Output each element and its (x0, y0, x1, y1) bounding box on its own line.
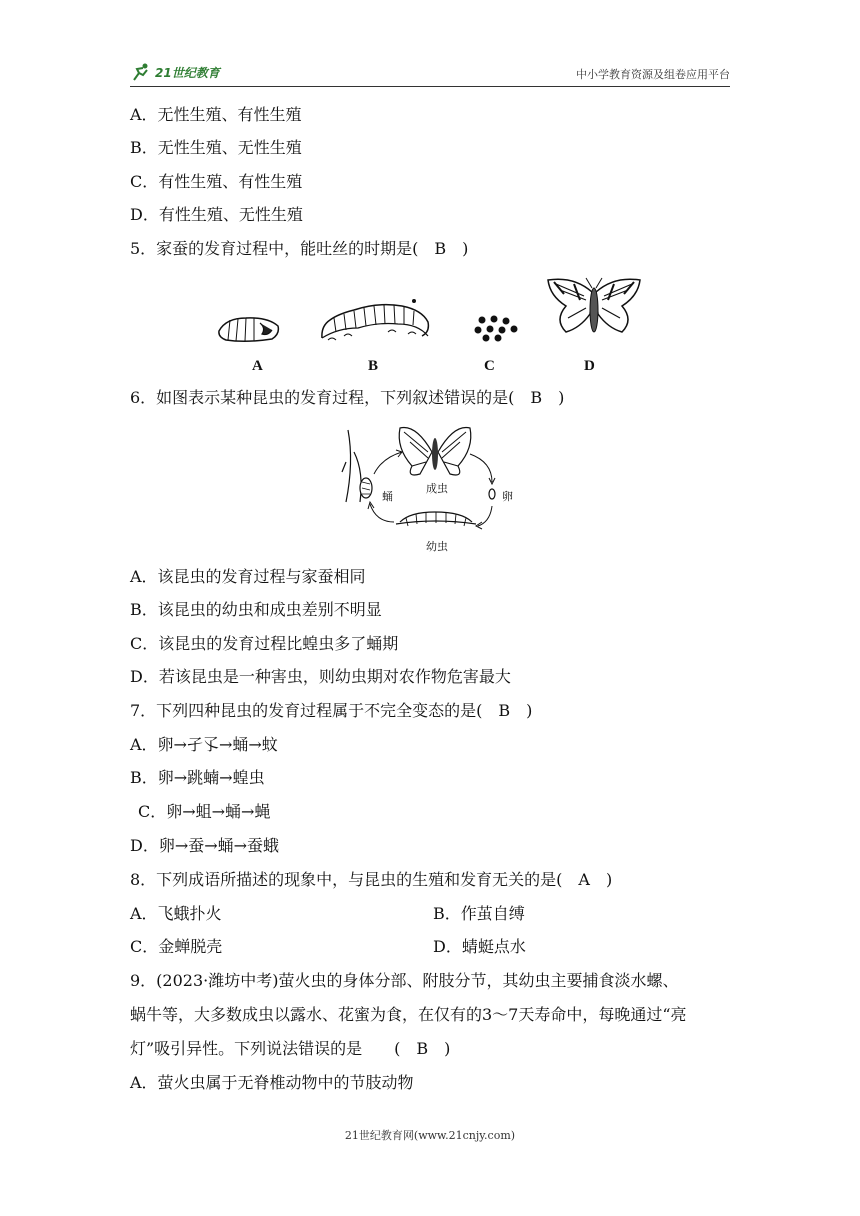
label-adult: 成虫 (426, 482, 448, 495)
q4-option-d: D．有性生殖、无性生殖 (130, 205, 303, 224)
page-footer: 21世纪教育网(www.21cnjy.com) (344, 1129, 516, 1142)
q6-stem: 6．如图表示某种昆虫的发育过程，下列叙述错误的是( B ) (130, 388, 565, 407)
q5-stem: 5．家蚕的发育过程中，能吐丝的时期是( B ) (130, 239, 469, 258)
q4-option-a: A．无性生殖、有性生殖 (130, 105, 302, 124)
q7-option-d: D．卵→蚕→蛹→蚕蛾 (130, 836, 280, 855)
eggs-icon (472, 314, 520, 342)
site-logo (130, 60, 220, 84)
q5-label-d: D (584, 358, 595, 374)
q7-option-b: B．卵→跳蝻→蝗虫 (130, 768, 265, 787)
runner-logo-icon (130, 62, 152, 82)
label-larva: 幼虫 (426, 540, 448, 553)
q8-option-b: B．作茧自缚 (433, 904, 525, 923)
q6-option-a: A．该昆虫的发育过程与家蚕相同 (130, 567, 366, 586)
q8-option-d: D．蜻蜓点水 (433, 937, 526, 956)
pupa-icon (216, 314, 282, 344)
q9-line-1: 9．(2023·潍坊中考)萤火虫的身体分部、附肢分节，其幼虫主要捕食淡水螺、 (130, 971, 679, 990)
q7-option-a: A．卵→孑孓→蛹→蚊 (130, 735, 278, 754)
q5-label-c: C (484, 358, 495, 374)
q9-line-3: 灯”吸引异性。下列说法错误的是 ( B ) (130, 1039, 451, 1058)
q5-label-a: A (252, 358, 263, 374)
header-platform-text: 中小学教育资源及组卷应用平台 (576, 68, 730, 81)
q6-option-d: D．若该昆虫是一种害虫，则幼虫期对农作物危害最大 (130, 667, 511, 686)
q5-figure (210, 272, 650, 382)
q7-option-c: C．卵→蛆→蛹→蝇 (138, 802, 271, 821)
q7-stem: 7．下列四种昆虫的发育过程属于不完全变态的是( B ) (130, 701, 533, 720)
moth-icon (544, 274, 644, 346)
q5-label-b: B (368, 358, 379, 374)
q6-figure (340, 422, 530, 554)
q8-option-c: C．金蝉脱壳 (130, 937, 223, 956)
larva-icon (318, 292, 434, 348)
q6-option-c: C．该昆虫的发育过程比蝗虫多了蛹期 (130, 634, 399, 653)
q9-line-2: 蜗牛等，大多数成虫以露水、花蜜为食，在仅有的3～7天寿命中，每晚通过“亮 (130, 1005, 687, 1024)
page-header (130, 60, 730, 87)
q9-option-a: A．萤火虫属于无脊椎动物中的节肢动物 (130, 1073, 414, 1092)
q8-option-a: A．飞蛾扑火 (130, 904, 222, 923)
label-pupa: 蛹 (382, 490, 393, 503)
q4-option-c: C．有性生殖、有性生殖 (130, 172, 303, 191)
q8-stem: 8．下列成语所描述的现象中，与昆虫的生殖和发育无关的是( A ) (130, 870, 613, 889)
logo-text: 21世纪教育 (155, 65, 220, 80)
q6-option-b: B．该昆虫的幼虫和成虫差别不明显 (130, 600, 382, 619)
q4-option-b: B．无性生殖、无性生殖 (130, 138, 302, 157)
label-egg: 卵 (502, 490, 513, 503)
